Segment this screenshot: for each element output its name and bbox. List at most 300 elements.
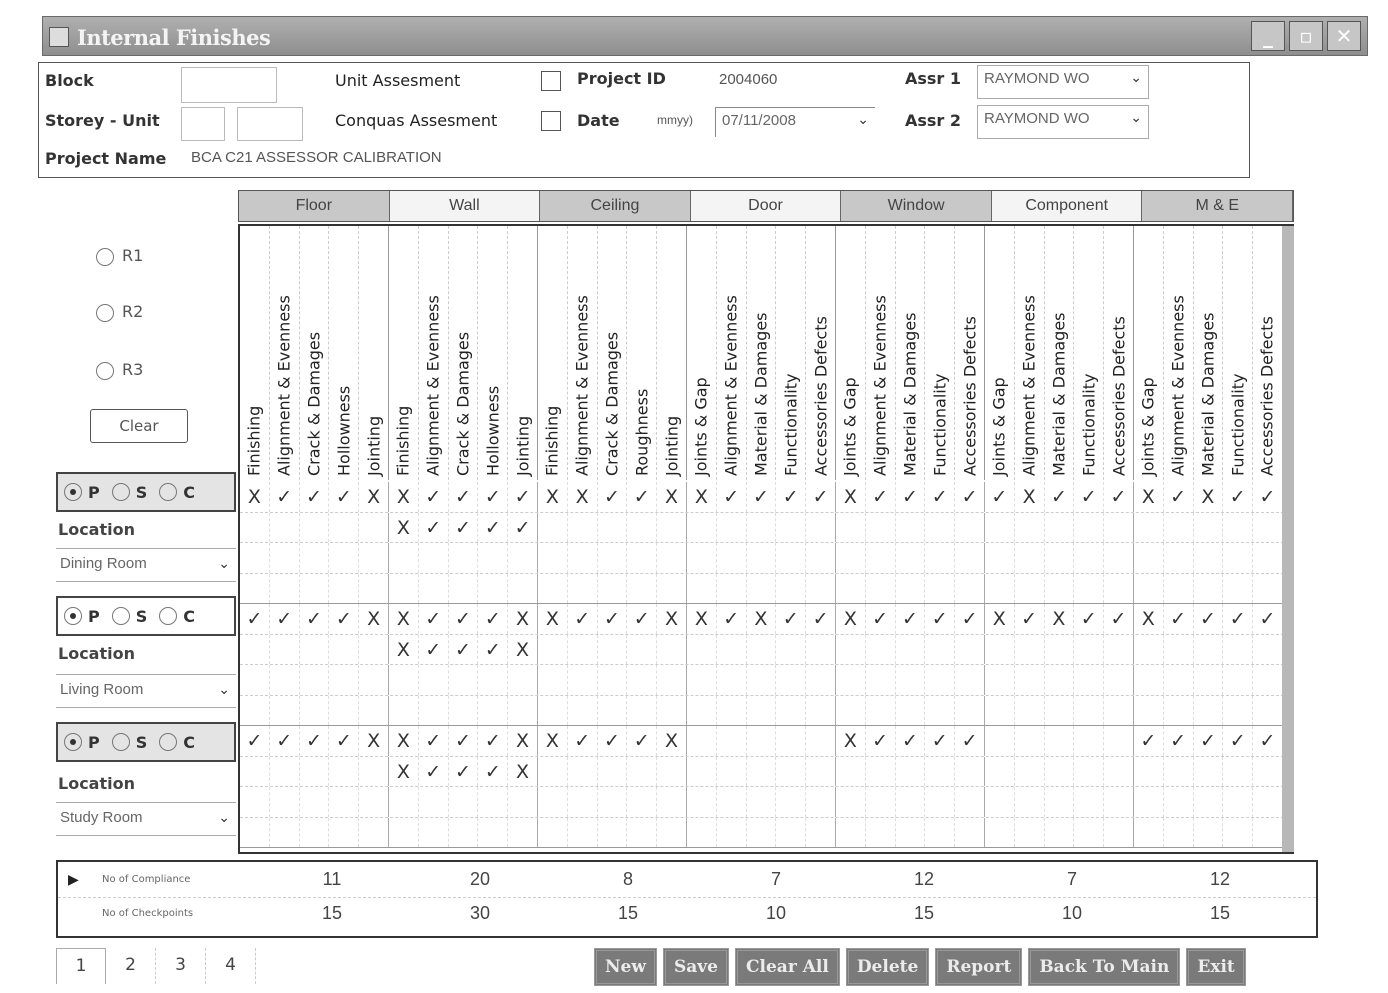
grid-cell[interactable] bbox=[747, 513, 777, 543]
grid-cell[interactable] bbox=[627, 696, 657, 726]
check-icon-cell[interactable]: ✓ bbox=[329, 604, 359, 634]
grid-cell[interactable] bbox=[359, 513, 389, 543]
radio-p[interactable] bbox=[64, 607, 100, 626]
cross-icon-cell[interactable]: X bbox=[1134, 482, 1164, 512]
grid-cell[interactable] bbox=[985, 513, 1015, 543]
grid-cell[interactable] bbox=[657, 818, 687, 848]
check-icon-cell[interactable]: ✓ bbox=[478, 757, 508, 787]
grid-cell[interactable] bbox=[657, 543, 687, 573]
grid-cell[interactable] bbox=[836, 543, 866, 573]
grid-cell[interactable] bbox=[300, 665, 330, 695]
grid-cell[interactable] bbox=[955, 787, 985, 817]
grid-cell[interactable] bbox=[1223, 574, 1253, 604]
check-icon-cell[interactable]: ✓ bbox=[240, 604, 270, 634]
cross-icon-cell[interactable]: X bbox=[508, 726, 538, 756]
grid-cell[interactable] bbox=[925, 787, 955, 817]
grid-cell[interactable] bbox=[866, 757, 896, 787]
grid-cell[interactable] bbox=[329, 574, 359, 604]
grid-cell[interactable] bbox=[627, 513, 657, 543]
cross-icon-cell[interactable]: X bbox=[389, 635, 419, 665]
conquas-assessment-checkbox[interactable] bbox=[541, 111, 561, 131]
grid-cell[interactable] bbox=[1074, 665, 1104, 695]
grid-cell[interactable] bbox=[389, 696, 419, 726]
grid-cell[interactable] bbox=[1164, 757, 1194, 787]
check-icon-cell[interactable]: ✓ bbox=[300, 482, 330, 512]
grid-cell[interactable] bbox=[1134, 757, 1164, 787]
cross-icon-cell[interactable]: X bbox=[1194, 482, 1224, 512]
grid-cell[interactable] bbox=[1104, 543, 1134, 573]
exit-button[interactable]: Exit bbox=[1186, 948, 1245, 986]
check-icon-cell[interactable]: ✓ bbox=[449, 726, 479, 756]
grid-cell[interactable] bbox=[1134, 665, 1164, 695]
grid-cell[interactable] bbox=[985, 818, 1015, 848]
grid-cell[interactable] bbox=[478, 574, 508, 604]
grid-cell[interactable] bbox=[1134, 787, 1164, 817]
grid-cell[interactable] bbox=[478, 543, 508, 573]
check-icon-cell[interactable]: ✓ bbox=[866, 726, 896, 756]
cross-icon-cell[interactable]: X bbox=[240, 482, 270, 512]
grid-cell[interactable] bbox=[419, 543, 449, 573]
location-select-3[interactable] bbox=[56, 802, 236, 836]
grid-cell[interactable] bbox=[389, 543, 419, 573]
close-button[interactable]: ✕ bbox=[1327, 21, 1361, 51]
grid-cell[interactable] bbox=[717, 574, 747, 604]
grid-cell[interactable] bbox=[1015, 787, 1045, 817]
grid-cell[interactable] bbox=[866, 665, 896, 695]
cross-icon-cell[interactable]: X bbox=[538, 604, 568, 634]
grid-cell[interactable] bbox=[240, 574, 270, 604]
grid-cell[interactable] bbox=[627, 543, 657, 573]
grid-cell[interactable] bbox=[568, 513, 598, 543]
grid-cell[interactable] bbox=[836, 574, 866, 604]
grid-cell[interactable] bbox=[240, 696, 270, 726]
grid-cell[interactable] bbox=[1045, 818, 1075, 848]
grid-cell[interactable] bbox=[1194, 543, 1224, 573]
cross-icon-cell[interactable]: X bbox=[389, 726, 419, 756]
grid-cell[interactable] bbox=[657, 757, 687, 787]
grid-cell[interactable] bbox=[270, 818, 300, 848]
minimize-button[interactable]: _ bbox=[1251, 21, 1285, 51]
grid-cell[interactable] bbox=[1164, 635, 1194, 665]
cross-icon-cell[interactable]: X bbox=[568, 482, 598, 512]
grid-cell[interactable] bbox=[598, 665, 628, 695]
grid-cell[interactable] bbox=[687, 757, 717, 787]
grid-cell[interactable] bbox=[1134, 635, 1164, 665]
grid-cell[interactable] bbox=[985, 635, 1015, 665]
check-icon-cell[interactable]: ✓ bbox=[300, 604, 330, 634]
grid-cell[interactable] bbox=[717, 726, 747, 756]
grid-cell[interactable] bbox=[270, 757, 300, 787]
grid-cell[interactable] bbox=[925, 696, 955, 726]
check-icon-cell[interactable]: ✓ bbox=[598, 482, 628, 512]
grid-cell[interactable] bbox=[747, 696, 777, 726]
grid-cell[interactable] bbox=[1164, 574, 1194, 604]
grid-cell[interactable] bbox=[1104, 635, 1134, 665]
check-icon-cell[interactable]: ✓ bbox=[478, 726, 508, 756]
grid-cell[interactable] bbox=[300, 757, 330, 787]
grid-cell[interactable] bbox=[747, 726, 777, 756]
grid-cell[interactable] bbox=[1134, 513, 1164, 543]
grid-cell[interactable] bbox=[955, 665, 985, 695]
grid-cell[interactable] bbox=[806, 757, 836, 787]
check-icon-cell[interactable]: ✓ bbox=[419, 726, 449, 756]
grid-cell[interactable] bbox=[1253, 543, 1283, 573]
grid-cell[interactable] bbox=[776, 757, 806, 787]
grid-cell[interactable] bbox=[717, 757, 747, 787]
grid-cell[interactable] bbox=[1223, 818, 1253, 848]
grid-cell[interactable] bbox=[747, 787, 777, 817]
grid-cell[interactable] bbox=[568, 818, 598, 848]
grid-cell[interactable] bbox=[896, 574, 926, 604]
grid-cell[interactable] bbox=[538, 513, 568, 543]
grid-cell[interactable] bbox=[776, 635, 806, 665]
cross-icon-cell[interactable]: X bbox=[836, 604, 866, 634]
check-icon-cell[interactable]: ✓ bbox=[419, 513, 449, 543]
grid-cell[interactable] bbox=[717, 696, 747, 726]
grid-cell[interactable] bbox=[896, 696, 926, 726]
grid-cell[interactable] bbox=[687, 574, 717, 604]
check-icon-cell[interactable]: ✓ bbox=[1253, 604, 1283, 634]
check-icon-cell[interactable]: ✓ bbox=[1015, 604, 1045, 634]
grid-cell[interactable] bbox=[270, 574, 300, 604]
grid-cell[interactable] bbox=[538, 787, 568, 817]
grid-cell[interactable] bbox=[776, 726, 806, 756]
grid-cell[interactable] bbox=[240, 543, 270, 573]
grid-cell[interactable] bbox=[776, 513, 806, 543]
check-icon-cell[interactable]: ✓ bbox=[717, 482, 747, 512]
grid-cell[interactable] bbox=[359, 665, 389, 695]
grid-cell[interactable] bbox=[1104, 513, 1134, 543]
grid-cell[interactable] bbox=[896, 757, 926, 787]
grid-cell[interactable] bbox=[359, 543, 389, 573]
cross-icon-cell[interactable]: X bbox=[359, 604, 389, 634]
grid-cell[interactable] bbox=[1253, 787, 1283, 817]
tab-ceiling[interactable]: Ceiling bbox=[540, 191, 691, 221]
grid-cell[interactable] bbox=[1045, 726, 1075, 756]
grid-cell[interactable] bbox=[985, 665, 1015, 695]
cross-icon-cell[interactable]: X bbox=[359, 726, 389, 756]
grid-cell[interactable] bbox=[1253, 818, 1283, 848]
grid-cell[interactable] bbox=[985, 726, 1015, 756]
grid-cell[interactable] bbox=[1194, 635, 1224, 665]
grid-cell[interactable] bbox=[687, 513, 717, 543]
grid-cell[interactable] bbox=[1074, 726, 1104, 756]
check-icon-cell[interactable]: ✓ bbox=[1164, 604, 1194, 634]
grid-cell[interactable] bbox=[1104, 787, 1134, 817]
grid-cell[interactable] bbox=[806, 726, 836, 756]
grid-cell[interactable] bbox=[955, 818, 985, 848]
grid-cell[interactable] bbox=[866, 696, 896, 726]
grid-cell[interactable] bbox=[717, 543, 747, 573]
grid-cell[interactable] bbox=[419, 665, 449, 695]
grid-cell[interactable] bbox=[836, 818, 866, 848]
grid-cell[interactable] bbox=[240, 757, 270, 787]
grid-cell[interactable] bbox=[836, 787, 866, 817]
grid-cell[interactable] bbox=[1045, 787, 1075, 817]
grid-cell[interactable] bbox=[1223, 543, 1253, 573]
grid-cell[interactable] bbox=[1134, 543, 1164, 573]
grid-cell[interactable] bbox=[627, 787, 657, 817]
grid-cell[interactable] bbox=[300, 818, 330, 848]
cross-icon-cell[interactable]: X bbox=[538, 482, 568, 512]
grid-cell[interactable] bbox=[568, 787, 598, 817]
check-icon-cell[interactable]: ✓ bbox=[449, 757, 479, 787]
check-icon-cell[interactable]: ✓ bbox=[478, 482, 508, 512]
grid-cell[interactable] bbox=[538, 635, 568, 665]
grid-cell[interactable] bbox=[1104, 696, 1134, 726]
check-icon-cell[interactable]: ✓ bbox=[1223, 726, 1253, 756]
grid-cell[interactable] bbox=[538, 696, 568, 726]
delete-button[interactable]: Delete bbox=[846, 948, 930, 986]
grid-cell[interactable] bbox=[598, 635, 628, 665]
grid-cell[interactable] bbox=[1253, 574, 1283, 604]
grid-cell[interactable] bbox=[300, 543, 330, 573]
grid-cell[interactable] bbox=[687, 635, 717, 665]
cross-icon-cell[interactable]: X bbox=[389, 513, 419, 543]
grid-cell[interactable] bbox=[508, 696, 538, 726]
grid-cell[interactable] bbox=[866, 543, 896, 573]
grid-cell[interactable] bbox=[300, 513, 330, 543]
grid-cell[interactable] bbox=[985, 757, 1015, 787]
grid-cell[interactable] bbox=[717, 635, 747, 665]
grid-cell[interactable] bbox=[925, 635, 955, 665]
tab-m-and-e[interactable]: M & E bbox=[1142, 191, 1293, 221]
check-icon-cell[interactable]: ✓ bbox=[627, 604, 657, 634]
check-icon-cell[interactable]: ✓ bbox=[329, 726, 359, 756]
grid-cell[interactable] bbox=[1223, 665, 1253, 695]
check-icon-cell[interactable]: ✓ bbox=[270, 482, 300, 512]
check-icon-cell[interactable]: ✓ bbox=[478, 604, 508, 634]
cross-icon-cell[interactable]: X bbox=[1134, 604, 1164, 634]
cross-icon-cell[interactable]: X bbox=[389, 482, 419, 512]
grid-cell[interactable] bbox=[270, 787, 300, 817]
grid-cell[interactable] bbox=[300, 696, 330, 726]
grid-cell[interactable] bbox=[449, 574, 479, 604]
grid-cell[interactable] bbox=[359, 635, 389, 665]
check-icon-cell[interactable]: ✓ bbox=[270, 604, 300, 634]
grid-cell[interactable] bbox=[389, 665, 419, 695]
check-icon-cell[interactable]: ✓ bbox=[866, 482, 896, 512]
grid-cell[interactable] bbox=[627, 574, 657, 604]
grid-cell[interactable] bbox=[955, 757, 985, 787]
grid-cell[interactable] bbox=[627, 635, 657, 665]
grid-cell[interactable] bbox=[329, 513, 359, 543]
grid-cell[interactable] bbox=[538, 757, 568, 787]
grid-cell[interactable] bbox=[359, 757, 389, 787]
check-icon-cell[interactable]: ✓ bbox=[866, 604, 896, 634]
check-icon-cell[interactable]: ✓ bbox=[896, 482, 926, 512]
vertical-scrollbar[interactable] bbox=[1282, 226, 1294, 852]
grid-cell[interactable] bbox=[776, 787, 806, 817]
grid-cell[interactable] bbox=[538, 543, 568, 573]
grid-cell[interactable] bbox=[359, 696, 389, 726]
grid-cell[interactable] bbox=[1015, 574, 1045, 604]
check-icon-cell[interactable]: ✓ bbox=[955, 482, 985, 512]
grid-cell[interactable] bbox=[1164, 818, 1194, 848]
save-button[interactable]: Save bbox=[663, 948, 729, 986]
grid-cell[interactable] bbox=[1253, 513, 1283, 543]
grid-cell[interactable] bbox=[657, 635, 687, 665]
grid-cell[interactable] bbox=[717, 787, 747, 817]
grid-cell[interactable] bbox=[508, 574, 538, 604]
grid-cell[interactable] bbox=[955, 543, 985, 573]
grid-cell[interactable] bbox=[627, 757, 657, 787]
tab-component[interactable]: Component bbox=[992, 191, 1143, 221]
grid-cell[interactable] bbox=[568, 696, 598, 726]
check-icon-cell[interactable]: ✓ bbox=[419, 635, 449, 665]
grid-cell[interactable] bbox=[925, 513, 955, 543]
grid-cell[interactable] bbox=[568, 757, 598, 787]
grid-cell[interactable] bbox=[598, 818, 628, 848]
title-bar[interactable] bbox=[42, 16, 1368, 56]
check-icon-cell[interactable]: ✓ bbox=[985, 482, 1015, 512]
back-to-main-button[interactable]: Back To Main bbox=[1028, 948, 1180, 986]
check-icon-cell[interactable]: ✓ bbox=[419, 604, 449, 634]
cross-icon-cell[interactable]: X bbox=[359, 482, 389, 512]
cross-icon-cell[interactable]: X bbox=[687, 482, 717, 512]
check-icon-cell[interactable]: ✓ bbox=[925, 482, 955, 512]
date-picker[interactable] bbox=[715, 107, 875, 137]
check-icon-cell[interactable]: ✓ bbox=[300, 726, 330, 756]
check-icon-cell[interactable]: ✓ bbox=[508, 513, 538, 543]
grid-cell[interactable] bbox=[776, 665, 806, 695]
cross-icon-cell[interactable]: X bbox=[389, 604, 419, 634]
grid-cell[interactable] bbox=[240, 665, 270, 695]
grid-cell[interactable] bbox=[717, 665, 747, 695]
grid-cell[interactable] bbox=[747, 574, 777, 604]
check-icon-cell[interactable]: ✓ bbox=[747, 482, 777, 512]
tab-wall[interactable]: Wall bbox=[390, 191, 541, 221]
grid-cell[interactable] bbox=[1104, 757, 1134, 787]
grid-cell[interactable] bbox=[449, 665, 479, 695]
grid-cell[interactable] bbox=[657, 513, 687, 543]
storey-input[interactable] bbox=[181, 107, 225, 141]
check-icon-cell[interactable]: ✓ bbox=[449, 604, 479, 634]
check-icon-cell[interactable]: ✓ bbox=[717, 604, 747, 634]
grid-cell[interactable] bbox=[329, 665, 359, 695]
unit-assessment-checkbox[interactable] bbox=[541, 71, 561, 91]
grid-cell[interactable] bbox=[896, 787, 926, 817]
check-icon-cell[interactable]: ✓ bbox=[925, 726, 955, 756]
grid-cell[interactable] bbox=[776, 696, 806, 726]
grid-cell[interactable] bbox=[1045, 574, 1075, 604]
grid-cell[interactable] bbox=[1074, 818, 1104, 848]
grid-cell[interactable] bbox=[1045, 543, 1075, 573]
grid-cell[interactable] bbox=[1253, 696, 1283, 726]
grid-cell[interactable] bbox=[836, 757, 866, 787]
grid-cell[interactable] bbox=[478, 787, 508, 817]
grid-cell[interactable] bbox=[806, 635, 836, 665]
grid-cell[interactable] bbox=[955, 696, 985, 726]
cross-icon-cell[interactable]: X bbox=[508, 635, 538, 665]
grid-cell[interactable] bbox=[806, 665, 836, 695]
tab-floor[interactable]: Floor bbox=[239, 191, 390, 221]
grid-cell[interactable] bbox=[806, 574, 836, 604]
grid-cell[interactable] bbox=[508, 787, 538, 817]
grid-cell[interactable] bbox=[657, 696, 687, 726]
grid-cell[interactable] bbox=[270, 696, 300, 726]
new-button[interactable]: New bbox=[594, 948, 657, 986]
grid-cell[interactable] bbox=[1074, 543, 1104, 573]
grid-cell[interactable] bbox=[1223, 757, 1253, 787]
grid-cell[interactable] bbox=[896, 543, 926, 573]
grid-cell[interactable] bbox=[806, 513, 836, 543]
check-icon-cell[interactable]: ✓ bbox=[1104, 482, 1134, 512]
clear-button[interactable]: Clear bbox=[90, 409, 188, 443]
grid-cell[interactable] bbox=[1134, 574, 1164, 604]
grid-cell[interactable] bbox=[568, 574, 598, 604]
check-icon-cell[interactable]: ✓ bbox=[1134, 726, 1164, 756]
check-icon-cell[interactable]: ✓ bbox=[568, 604, 598, 634]
grid-cell[interactable] bbox=[866, 787, 896, 817]
grid-cell[interactable] bbox=[1045, 757, 1075, 787]
grid-cell[interactable] bbox=[717, 513, 747, 543]
grid-cell[interactable] bbox=[1015, 513, 1045, 543]
grid-cell[interactable] bbox=[985, 543, 1015, 573]
grid-cell[interactable] bbox=[1104, 665, 1134, 695]
grid-cell[interactable] bbox=[925, 543, 955, 573]
grid-cell[interactable] bbox=[389, 787, 419, 817]
grid-cell[interactable] bbox=[300, 574, 330, 604]
grid-cell[interactable] bbox=[687, 543, 717, 573]
radio-r2[interactable] bbox=[96, 302, 143, 322]
grid-cell[interactable] bbox=[1194, 574, 1224, 604]
radio-c[interactable] bbox=[159, 733, 195, 752]
grid-cell[interactable] bbox=[508, 665, 538, 695]
check-icon-cell[interactable]: ✓ bbox=[1253, 726, 1283, 756]
grid-cell[interactable] bbox=[896, 513, 926, 543]
grid-cell[interactable] bbox=[478, 665, 508, 695]
grid-cell[interactable] bbox=[747, 543, 777, 573]
check-icon-cell[interactable]: ✓ bbox=[1164, 482, 1194, 512]
grid-cell[interactable] bbox=[925, 665, 955, 695]
cross-icon-cell[interactable]: X bbox=[1015, 482, 1045, 512]
grid-cell[interactable] bbox=[568, 543, 598, 573]
check-icon-cell[interactable]: ✓ bbox=[776, 482, 806, 512]
location-select-2[interactable] bbox=[56, 674, 236, 708]
check-icon-cell[interactable]: ✓ bbox=[449, 482, 479, 512]
grid-cell[interactable] bbox=[598, 543, 628, 573]
grid-cell[interactable] bbox=[449, 787, 479, 817]
check-icon-cell[interactable]: ✓ bbox=[419, 757, 449, 787]
grid-cell[interactable] bbox=[985, 696, 1015, 726]
grid-cell[interactable] bbox=[806, 696, 836, 726]
grid-cell[interactable] bbox=[359, 818, 389, 848]
cross-icon-cell[interactable]: X bbox=[985, 604, 1015, 634]
check-icon-cell[interactable]: ✓ bbox=[568, 726, 598, 756]
grid-cell[interactable] bbox=[776, 818, 806, 848]
grid-cell[interactable] bbox=[508, 818, 538, 848]
grid-cell[interactable] bbox=[955, 635, 985, 665]
block-input[interactable] bbox=[181, 67, 277, 103]
check-icon-cell[interactable]: ✓ bbox=[449, 635, 479, 665]
grid-cell[interactable] bbox=[1015, 665, 1045, 695]
grid-cell[interactable] bbox=[657, 574, 687, 604]
grid-cell[interactable] bbox=[538, 574, 568, 604]
cross-icon-cell[interactable]: X bbox=[508, 604, 538, 634]
check-icon-cell[interactable]: ✓ bbox=[1074, 482, 1104, 512]
grid-cell[interactable] bbox=[1223, 635, 1253, 665]
check-icon-cell[interactable]: ✓ bbox=[627, 726, 657, 756]
tab-window[interactable]: Window bbox=[841, 191, 992, 221]
grid-cell[interactable] bbox=[1104, 726, 1134, 756]
grid-cell[interactable] bbox=[329, 818, 359, 848]
grid-cell[interactable] bbox=[1253, 665, 1283, 695]
grid-cell[interactable] bbox=[1164, 665, 1194, 695]
grid-cell[interactable] bbox=[449, 543, 479, 573]
location-select-1[interactable] bbox=[56, 548, 236, 582]
grid-cell[interactable] bbox=[270, 543, 300, 573]
